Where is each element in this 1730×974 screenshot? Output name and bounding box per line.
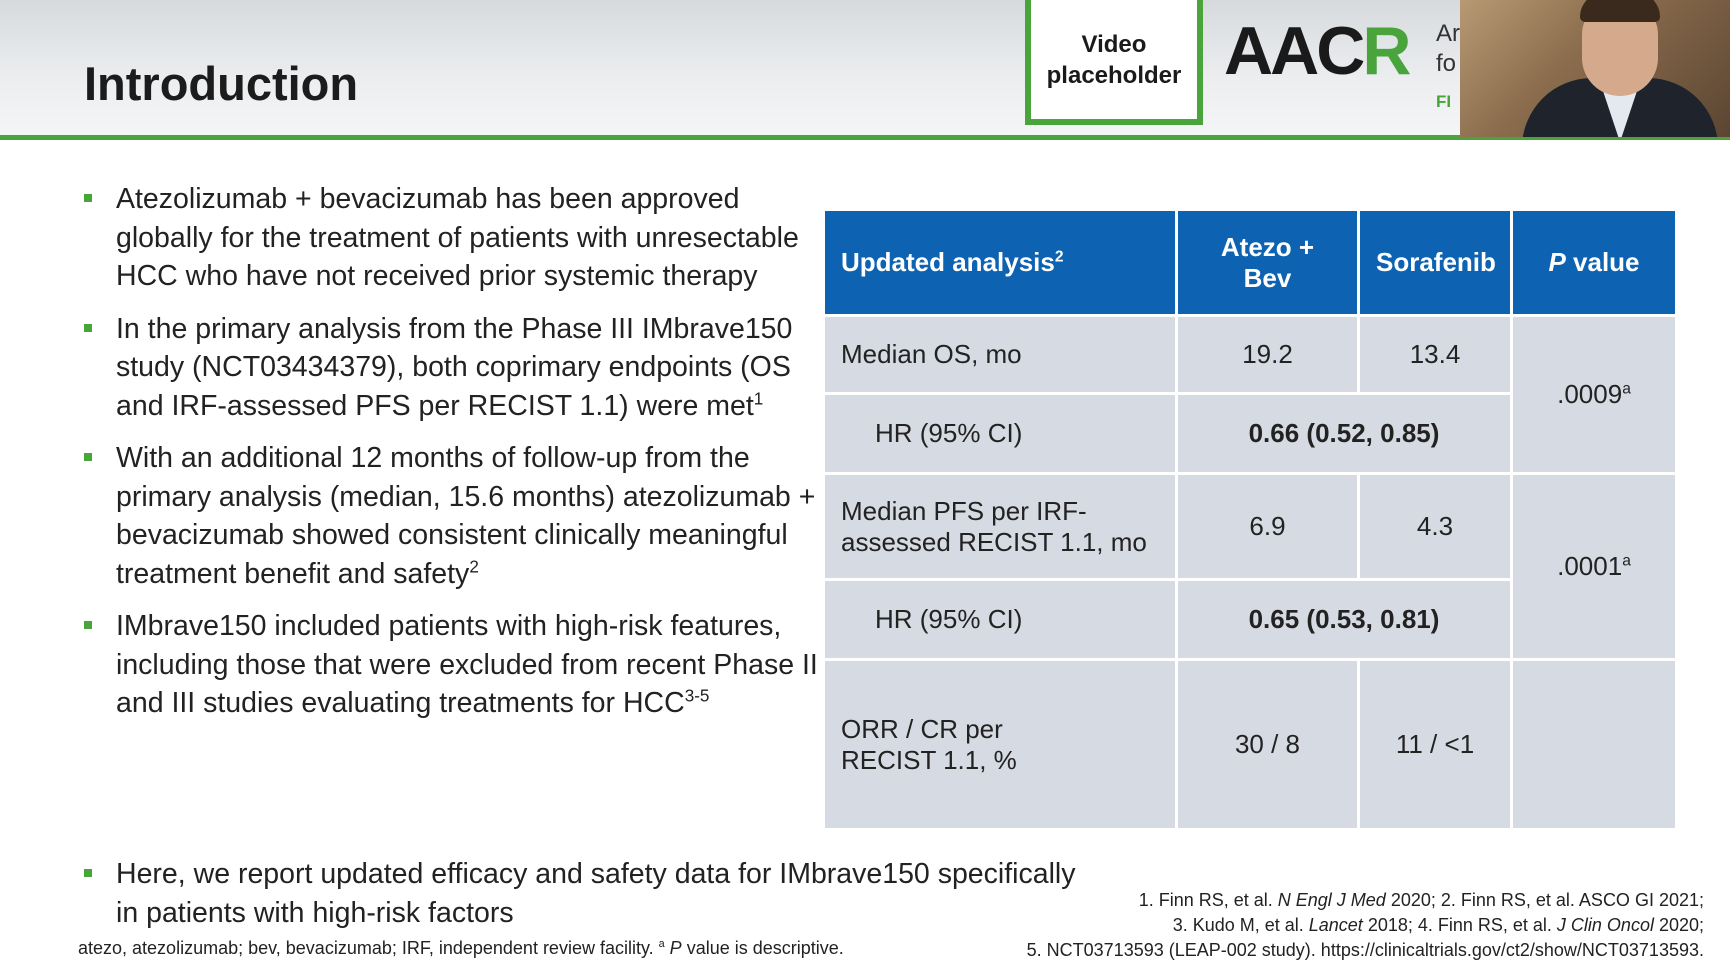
table-row	[824, 474, 1677, 580]
pfs-atezo-bev: 6.9	[1177, 474, 1359, 580]
org-name-line3: FI	[1436, 92, 1452, 111]
citation: 2	[469, 557, 479, 576]
presenter-webcam	[1460, 0, 1730, 137]
citation: 3-5	[684, 686, 710, 706]
table-header-row	[824, 210, 1677, 316]
bullet-marker	[84, 324, 92, 332]
references	[1027, 888, 1704, 963]
bullet-marker	[84, 621, 92, 629]
video-placeholder-line1: Video	[1081, 30, 1147, 58]
orr-sorafenib: 11 / <1	[1359, 660, 1512, 830]
pfs-label: Median PFS per IRF- assessed RECIST 1.1, mo	[824, 474, 1177, 580]
citation: 1	[753, 389, 764, 408]
os-hr-label: HR (95% CI)	[824, 394, 1177, 474]
table-row	[824, 660, 1677, 830]
reference-line: 1. Finn RS, et al. N Engl J Med 2020; 2. Finn RS, et al. ASCO GI 2021;	[1138, 890, 1704, 910]
abbreviations-footnote: atezo, atezolizumab; bev, bevacizumab; IRF, independent review facility. $^a$ P value is descriptive.	[78, 938, 844, 958]
reference-line: 5. NCT03713593 (LEAP-002 study). https://clinicaltrials.gov/ct2/show/NCT03713593.	[1026, 940, 1704, 960]
pfs-hr-value: 0.65 (0.53, 0.81)	[1177, 580, 1512, 660]
header-atezo-bev: Atezo + Bev	[1177, 210, 1359, 316]
os-label: Median OS, mo	[824, 316, 1177, 394]
os-p-value: .0009$^a$	[1512, 316, 1677, 474]
os-sorafenib: 13.4	[1359, 316, 1512, 394]
header-analysis: Updated analysis$^2$	[824, 210, 1177, 316]
pfs-sorafenib: 4.3	[1359, 474, 1512, 580]
slide-title: Introduction	[84, 57, 359, 110]
header-sorafenib: Sorafenib	[1359, 210, 1512, 316]
orr-atezo-bev: 30 / 8	[1177, 660, 1359, 830]
bullet-item: In the primary analysis from the Phase III IMbrave150 study (NCT03434379), both coprimary endpoints (OS and IRF-assessed PFS per RECIST 1.1) were met$^1$	[80, 310, 820, 426]
org-name-line1: Ar	[1436, 20, 1460, 47]
results-table	[822, 208, 1678, 831]
logo-prefix: AAC	[1224, 13, 1363, 89]
presenter-hair	[1580, 0, 1660, 22]
table-row	[824, 316, 1677, 394]
bullet-item: With an additional 12 months of follow-up from the primary analysis (median, 15.6 months) atezolizumab + bevacizumab showed consistent clinically meaningful treatment benefit and safety$^2$	[80, 439, 820, 593]
video-placeholder-line2: placeholder	[1046, 61, 1182, 89]
logo-accent: R	[1362, 13, 1409, 89]
bullet-item: Atezolizumab + bevacizumab has been approved globally for the treatment of patients with unresectable HCC who have not received prior systemic therapy	[80, 180, 820, 296]
aacr-logo	[1224, 12, 1408, 90]
bullet-item: IMbrave150 included patients with high-risk features, including those that were excluded from recent Phase II and III studies evaluating treatments for HCC$^{3-5}$	[80, 607, 820, 723]
video-placeholder	[1025, 0, 1203, 125]
bullet-item: Here, we report updated efficacy and safety data for IMbrave150 specifically in patients with high-risk factors	[80, 855, 1076, 932]
reference-line: 3. Kudo M, et al. Lancet 2018; 4. Finn RS, et al. J Clin Oncol 2020;	[1172, 915, 1704, 935]
bullet-marker	[84, 453, 92, 461]
os-hr-value: 0.66 (0.52, 0.85)	[1177, 394, 1512, 474]
orr-label: ORR / CR per RECIST 1.1, %	[824, 660, 1177, 830]
pfs-p-value: .0001$^a$	[1512, 474, 1677, 660]
os-atezo-bev: 19.2	[1177, 316, 1359, 394]
orr-p-value	[1512, 660, 1677, 830]
pfs-hr-label: HR (95% CI)	[824, 580, 1177, 660]
org-name-line2: fo	[1436, 50, 1457, 77]
bullet-list	[80, 180, 820, 737]
bullet-marker	[84, 869, 92, 877]
bullet-marker	[84, 194, 92, 202]
header-p-value: P value	[1512, 210, 1677, 316]
